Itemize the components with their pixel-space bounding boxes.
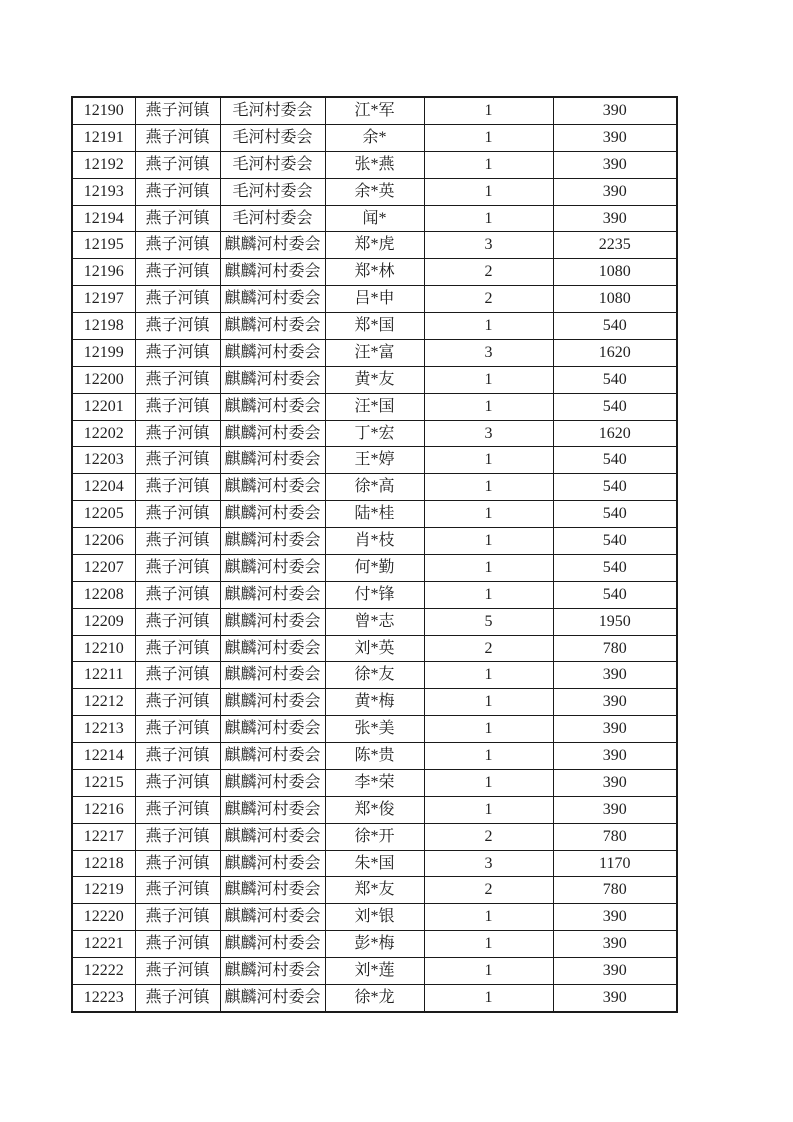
table-row	[72, 313, 677, 340]
cell-record-id: 12217	[72, 823, 135, 850]
cell-village-committee: 麒麟河村委会	[220, 662, 325, 689]
cell-person-name: 徐*高	[325, 474, 424, 501]
cell-amount: 390	[553, 984, 677, 1011]
cell-town: 燕子河镇	[135, 366, 220, 393]
cell-person-name: 黄*友	[325, 366, 424, 393]
cell-town: 燕子河镇	[135, 662, 220, 689]
cell-town: 燕子河镇	[135, 286, 220, 313]
table-row	[72, 958, 677, 985]
cell-record-id: 12211	[72, 662, 135, 689]
cell-count: 3	[424, 850, 553, 877]
table-row	[72, 420, 677, 447]
cell-person-name: 余*英	[325, 178, 424, 205]
cell-amount: 540	[553, 313, 677, 340]
table-row	[72, 850, 677, 877]
table-row	[72, 716, 677, 743]
cell-amount: 390	[553, 97, 677, 124]
cell-count: 1	[424, 716, 553, 743]
table-row	[72, 501, 677, 528]
cell-count: 1	[424, 178, 553, 205]
cell-village-committee: 麒麟河村委会	[220, 931, 325, 958]
table-row	[72, 743, 677, 770]
cell-amount: 1620	[553, 420, 677, 447]
cell-record-id: 12204	[72, 474, 135, 501]
cell-person-name: 郑*国	[325, 313, 424, 340]
cell-town: 燕子河镇	[135, 958, 220, 985]
cell-amount: 390	[553, 769, 677, 796]
cell-count: 1	[424, 501, 553, 528]
cell-person-name: 徐*龙	[325, 984, 424, 1011]
cell-person-name: 余*	[325, 124, 424, 151]
cell-count: 1	[424, 769, 553, 796]
cell-amount: 390	[553, 716, 677, 743]
table-row	[72, 877, 677, 904]
cell-amount: 780	[553, 823, 677, 850]
cell-amount: 1080	[553, 286, 677, 313]
table-row	[72, 769, 677, 796]
cell-amount: 1950	[553, 608, 677, 635]
cell-person-name: 黄*梅	[325, 689, 424, 716]
table-row	[72, 689, 677, 716]
cell-town: 燕子河镇	[135, 581, 220, 608]
cell-record-id: 12212	[72, 689, 135, 716]
table-row	[72, 178, 677, 205]
payment-table-body	[72, 97, 677, 1012]
cell-amount: 390	[553, 743, 677, 770]
cell-amount: 1620	[553, 339, 677, 366]
cell-count: 1	[424, 151, 553, 178]
cell-person-name: 闻*	[325, 205, 424, 232]
cell-record-id: 12191	[72, 124, 135, 151]
cell-person-name: 张*燕	[325, 151, 424, 178]
table-row	[72, 447, 677, 474]
cell-person-name: 陆*桂	[325, 501, 424, 528]
cell-town: 燕子河镇	[135, 124, 220, 151]
cell-amount: 780	[553, 635, 677, 662]
cell-count: 1	[424, 393, 553, 420]
table-row	[72, 796, 677, 823]
cell-amount: 390	[553, 904, 677, 931]
cell-count: 2	[424, 259, 553, 286]
cell-record-id: 12216	[72, 796, 135, 823]
cell-town: 燕子河镇	[135, 447, 220, 474]
table-row	[72, 931, 677, 958]
cell-person-name: 吕*申	[325, 286, 424, 313]
cell-town: 燕子河镇	[135, 716, 220, 743]
cell-count: 1	[424, 313, 553, 340]
cell-count: 5	[424, 608, 553, 635]
cell-town: 燕子河镇	[135, 796, 220, 823]
cell-town: 燕子河镇	[135, 904, 220, 931]
cell-person-name: 付*锋	[325, 581, 424, 608]
cell-person-name: 丁*宏	[325, 420, 424, 447]
cell-village-committee: 麒麟河村委会	[220, 581, 325, 608]
cell-person-name: 郑*友	[325, 877, 424, 904]
table-row	[72, 205, 677, 232]
cell-record-id: 12213	[72, 716, 135, 743]
cell-record-id: 12195	[72, 232, 135, 259]
table-row	[72, 528, 677, 555]
table-row	[72, 635, 677, 662]
cell-record-id: 12222	[72, 958, 135, 985]
cell-count: 1	[424, 447, 553, 474]
cell-person-name: 郑*虎	[325, 232, 424, 259]
table-row	[72, 608, 677, 635]
cell-village-committee: 毛河村委会	[220, 97, 325, 124]
cell-town: 燕子河镇	[135, 554, 220, 581]
cell-person-name: 陈*贵	[325, 743, 424, 770]
cell-amount: 390	[553, 796, 677, 823]
cell-town: 燕子河镇	[135, 850, 220, 877]
cell-person-name: 徐*开	[325, 823, 424, 850]
cell-town: 燕子河镇	[135, 501, 220, 528]
cell-village-committee: 麒麟河村委会	[220, 554, 325, 581]
table-row	[72, 151, 677, 178]
cell-village-committee: 麒麟河村委会	[220, 958, 325, 985]
cell-village-committee: 麒麟河村委会	[220, 877, 325, 904]
cell-village-committee: 麒麟河村委会	[220, 716, 325, 743]
cell-count: 2	[424, 286, 553, 313]
cell-person-name: 张*美	[325, 716, 424, 743]
cell-town: 燕子河镇	[135, 877, 220, 904]
cell-record-id: 12194	[72, 205, 135, 232]
cell-town: 燕子河镇	[135, 232, 220, 259]
cell-town: 燕子河镇	[135, 205, 220, 232]
cell-village-committee: 麒麟河村委会	[220, 904, 325, 931]
table-row	[72, 984, 677, 1011]
cell-person-name: 郑*俊	[325, 796, 424, 823]
cell-count: 1	[424, 662, 553, 689]
cell-town: 燕子河镇	[135, 769, 220, 796]
cell-town: 燕子河镇	[135, 339, 220, 366]
cell-record-id: 12198	[72, 313, 135, 340]
cell-record-id: 12218	[72, 850, 135, 877]
cell-town: 燕子河镇	[135, 97, 220, 124]
cell-person-name: 郑*林	[325, 259, 424, 286]
cell-village-committee: 麒麟河村委会	[220, 474, 325, 501]
cell-amount: 540	[553, 447, 677, 474]
cell-person-name: 何*勤	[325, 554, 424, 581]
cell-count: 1	[424, 984, 553, 1011]
cell-amount: 540	[553, 581, 677, 608]
cell-village-committee: 麒麟河村委会	[220, 366, 325, 393]
cell-person-name: 彭*梅	[325, 931, 424, 958]
payment-table	[71, 96, 678, 1013]
cell-amount: 540	[553, 528, 677, 555]
cell-person-name: 汪*富	[325, 339, 424, 366]
cell-town: 燕子河镇	[135, 313, 220, 340]
cell-count: 1	[424, 743, 553, 770]
cell-village-committee: 麒麟河村委会	[220, 796, 325, 823]
cell-count: 1	[424, 689, 553, 716]
table-row	[72, 286, 677, 313]
table-row	[72, 393, 677, 420]
cell-amount: 1170	[553, 850, 677, 877]
cell-count: 2	[424, 877, 553, 904]
cell-town: 燕子河镇	[135, 393, 220, 420]
cell-count: 1	[424, 474, 553, 501]
cell-amount: 390	[553, 689, 677, 716]
cell-record-id: 12219	[72, 877, 135, 904]
cell-record-id: 12221	[72, 931, 135, 958]
cell-amount: 390	[553, 124, 677, 151]
cell-village-committee: 麒麟河村委会	[220, 313, 325, 340]
cell-town: 燕子河镇	[135, 743, 220, 770]
cell-town: 燕子河镇	[135, 689, 220, 716]
cell-village-committee: 麒麟河村委会	[220, 689, 325, 716]
cell-record-id: 12196	[72, 259, 135, 286]
cell-record-id: 12220	[72, 904, 135, 931]
cell-village-committee: 麒麟河村委会	[220, 286, 325, 313]
cell-count: 1	[424, 366, 553, 393]
cell-count: 1	[424, 554, 553, 581]
cell-record-id: 12205	[72, 501, 135, 528]
cell-person-name: 汪*国	[325, 393, 424, 420]
cell-amount: 390	[553, 931, 677, 958]
cell-record-id: 12200	[72, 366, 135, 393]
cell-town: 燕子河镇	[135, 984, 220, 1011]
cell-town: 燕子河镇	[135, 151, 220, 178]
cell-person-name: 江*军	[325, 97, 424, 124]
cell-village-committee: 麒麟河村委会	[220, 259, 325, 286]
cell-amount: 390	[553, 178, 677, 205]
cell-town: 燕子河镇	[135, 608, 220, 635]
cell-town: 燕子河镇	[135, 178, 220, 205]
cell-amount: 390	[553, 151, 677, 178]
cell-person-name: 刘*莲	[325, 958, 424, 985]
cell-amount: 540	[553, 393, 677, 420]
cell-count: 1	[424, 528, 553, 555]
cell-count: 1	[424, 97, 553, 124]
document-sheet	[71, 96, 678, 1013]
table-row	[72, 474, 677, 501]
cell-person-name: 刘*英	[325, 635, 424, 662]
cell-count: 1	[424, 931, 553, 958]
cell-village-committee: 麒麟河村委会	[220, 528, 325, 555]
table-row	[72, 339, 677, 366]
cell-town: 燕子河镇	[135, 823, 220, 850]
cell-count: 1	[424, 124, 553, 151]
cell-person-name: 李*荣	[325, 769, 424, 796]
cell-town: 燕子河镇	[135, 931, 220, 958]
cell-count: 1	[424, 904, 553, 931]
cell-village-committee: 麒麟河村委会	[220, 232, 325, 259]
cell-amount: 2235	[553, 232, 677, 259]
cell-town: 燕子河镇	[135, 635, 220, 662]
cell-amount: 780	[553, 877, 677, 904]
table-row	[72, 124, 677, 151]
cell-amount: 1080	[553, 259, 677, 286]
cell-town: 燕子河镇	[135, 528, 220, 555]
cell-village-committee: 麒麟河村委会	[220, 447, 325, 474]
cell-village-committee: 麒麟河村委会	[220, 420, 325, 447]
cell-person-name: 肖*枝	[325, 528, 424, 555]
cell-record-id: 12202	[72, 420, 135, 447]
table-row	[72, 581, 677, 608]
cell-amount: 540	[553, 554, 677, 581]
table-row	[72, 232, 677, 259]
cell-village-committee: 麒麟河村委会	[220, 850, 325, 877]
cell-village-committee: 麒麟河村委会	[220, 984, 325, 1011]
cell-record-id: 12210	[72, 635, 135, 662]
cell-village-committee: 麒麟河村委会	[220, 743, 325, 770]
cell-record-id: 12209	[72, 608, 135, 635]
cell-amount: 540	[553, 366, 677, 393]
cell-count: 1	[424, 958, 553, 985]
cell-record-id: 12190	[72, 97, 135, 124]
cell-count: 2	[424, 635, 553, 662]
cell-record-id: 12214	[72, 743, 135, 770]
cell-record-id: 12207	[72, 554, 135, 581]
cell-person-name: 徐*友	[325, 662, 424, 689]
cell-village-committee: 麒麟河村委会	[220, 339, 325, 366]
table-row	[72, 259, 677, 286]
cell-record-id: 12208	[72, 581, 135, 608]
cell-town: 燕子河镇	[135, 259, 220, 286]
cell-record-id: 12201	[72, 393, 135, 420]
cell-amount: 390	[553, 662, 677, 689]
cell-count: 3	[424, 232, 553, 259]
cell-town: 燕子河镇	[135, 420, 220, 447]
cell-village-committee: 麒麟河村委会	[220, 393, 325, 420]
cell-count: 2	[424, 823, 553, 850]
cell-amount: 540	[553, 474, 677, 501]
table-row	[72, 904, 677, 931]
cell-village-committee: 麒麟河村委会	[220, 635, 325, 662]
cell-person-name: 曾*志	[325, 608, 424, 635]
cell-person-name: 刘*银	[325, 904, 424, 931]
cell-record-id: 12215	[72, 769, 135, 796]
cell-count: 1	[424, 205, 553, 232]
cell-person-name: 朱*国	[325, 850, 424, 877]
cell-record-id: 12203	[72, 447, 135, 474]
cell-village-committee: 麒麟河村委会	[220, 501, 325, 528]
table-row	[72, 823, 677, 850]
cell-record-id: 12193	[72, 178, 135, 205]
table-row	[72, 662, 677, 689]
cell-village-committee: 毛河村委会	[220, 178, 325, 205]
cell-record-id: 12197	[72, 286, 135, 313]
table-row	[72, 554, 677, 581]
cell-count: 1	[424, 796, 553, 823]
cell-village-committee: 麒麟河村委会	[220, 608, 325, 635]
cell-count: 3	[424, 339, 553, 366]
cell-village-committee: 麒麟河村委会	[220, 823, 325, 850]
cell-record-id: 12223	[72, 984, 135, 1011]
table-row	[72, 97, 677, 124]
cell-record-id: 12192	[72, 151, 135, 178]
cell-count: 3	[424, 420, 553, 447]
cell-village-committee: 毛河村委会	[220, 151, 325, 178]
cell-town: 燕子河镇	[135, 474, 220, 501]
cell-count: 1	[424, 581, 553, 608]
cell-record-id: 12206	[72, 528, 135, 555]
cell-amount: 390	[553, 205, 677, 232]
table-row	[72, 366, 677, 393]
cell-record-id: 12199	[72, 339, 135, 366]
cell-amount: 390	[553, 958, 677, 985]
cell-village-committee: 毛河村委会	[220, 124, 325, 151]
cell-village-committee: 毛河村委会	[220, 205, 325, 232]
cell-village-committee: 麒麟河村委会	[220, 769, 325, 796]
cell-person-name: 王*婷	[325, 447, 424, 474]
cell-amount: 540	[553, 501, 677, 528]
